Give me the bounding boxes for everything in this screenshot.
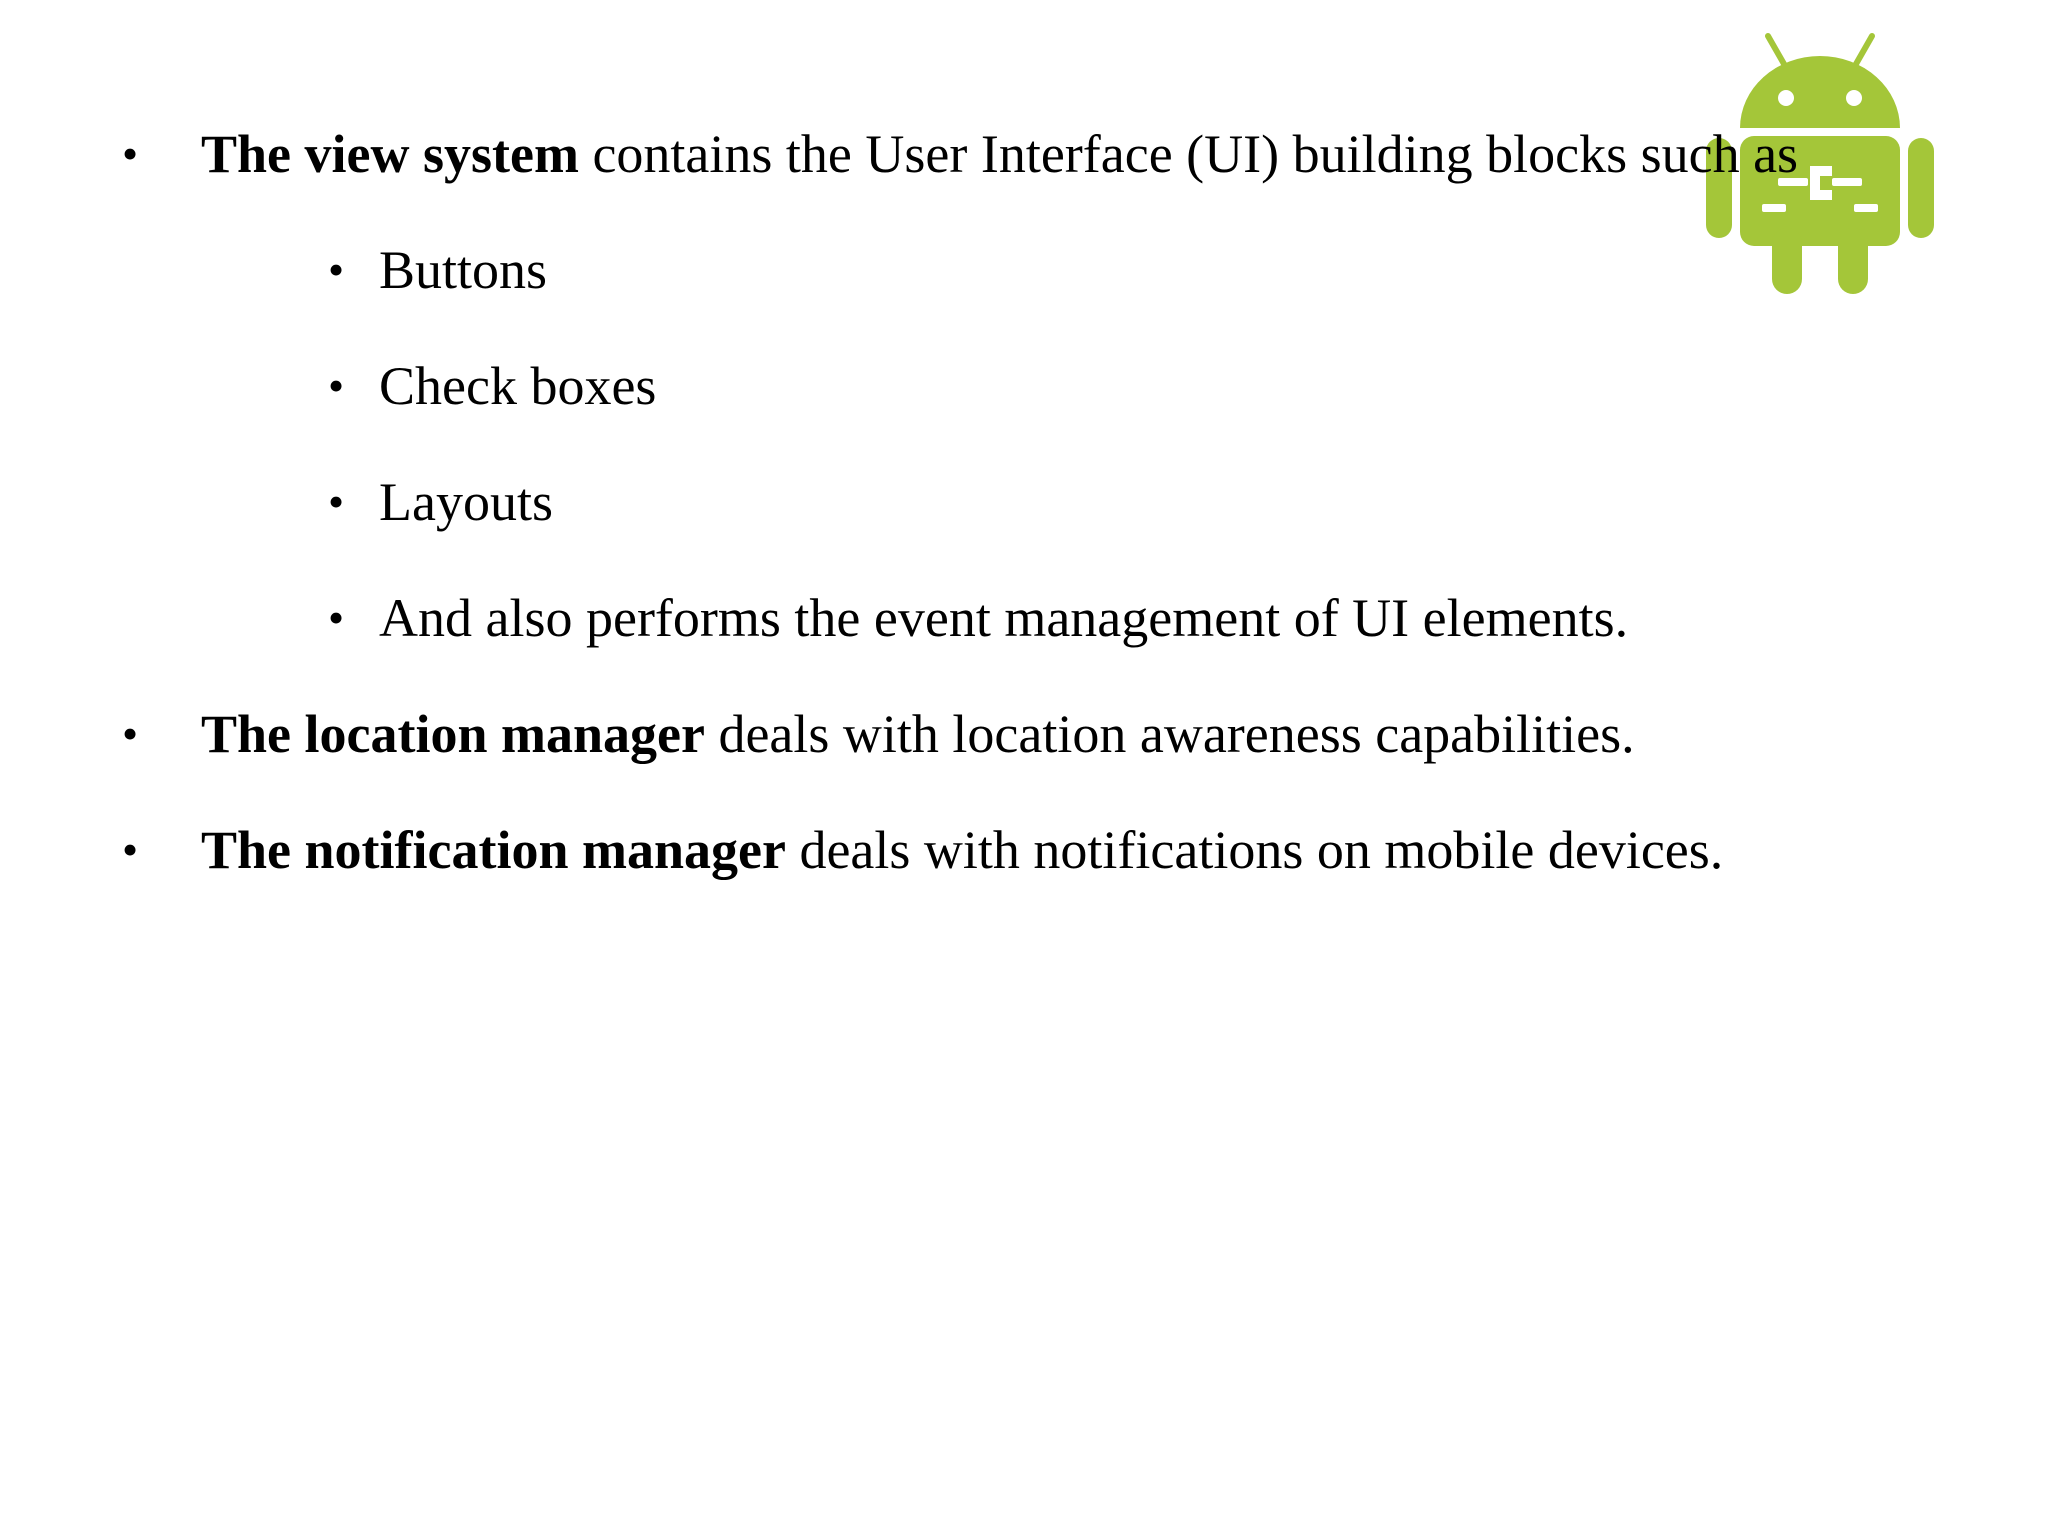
sub-bullet-marker: • xyxy=(328,360,345,411)
bullet-marker: • xyxy=(122,708,139,759)
bullet-term: The location manager xyxy=(201,704,705,764)
bullet-term: The notification manager xyxy=(201,820,786,880)
bullet-marker: • xyxy=(122,824,139,875)
sub-bullet-layouts: Layouts xyxy=(379,472,553,532)
sub-bullet-check-boxes: Check boxes xyxy=(379,356,657,416)
bullet-description: deals with location awareness capabilities. xyxy=(704,704,1635,764)
bullet-marker: • xyxy=(122,128,139,179)
sub-bullet-event-management: And also performs the event management of UI elements. xyxy=(379,588,1629,648)
sub-bullet-marker: • xyxy=(328,476,345,527)
bullet-description: contains the User Interface (UI) building blocks such as xyxy=(578,124,1799,184)
bullet-description: deals with notifications on mobile devices. xyxy=(785,820,1724,880)
sub-bullet-marker: • xyxy=(328,592,345,643)
bullet-term: The view system xyxy=(201,124,579,184)
bullet-notification-manager xyxy=(201,818,1723,882)
bullet-view-system xyxy=(201,122,1798,186)
bullet-location-manager xyxy=(201,702,1635,766)
sub-bullet-marker: • xyxy=(328,244,345,295)
sub-bullet-buttons: Buttons xyxy=(379,240,548,300)
